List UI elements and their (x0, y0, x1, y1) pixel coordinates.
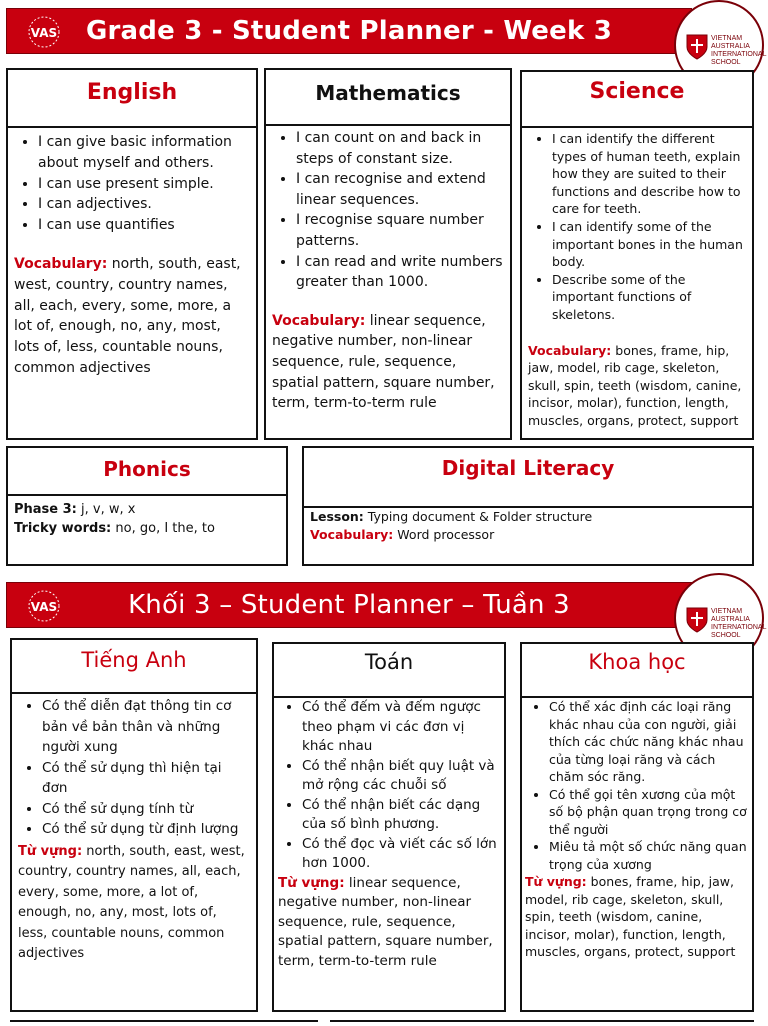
phonics-phase (14, 500, 280, 519)
vocabulary-label: Vocabulary: (528, 342, 612, 358)
science-heading: Science (522, 72, 752, 128)
school-name: VIETNAM AUSTRALIA INTERNATIONAL SCHOOL (711, 608, 767, 639)
mathematics-box (264, 68, 512, 440)
science-objectives (528, 130, 746, 324)
phonics-heading: Phonics (8, 448, 286, 496)
digital-literacy-heading: Digital Literacy (304, 448, 752, 508)
objective-item: • Có thể sử dụng tính từ (42, 799, 250, 820)
page-title-vietnamese: Khối 3 – Student Planner – Tuần 3 (128, 590, 570, 620)
objective-item: • Có thể đếm và đếm ngược theo phạm vi các đơn vị khác nhau (302, 698, 500, 757)
objective-item: • Miêu tả một số chức năng quan trọng của xương (549, 838, 749, 873)
next-section-border-left (10, 1020, 318, 1026)
mathematics-vocabulary (272, 311, 504, 414)
khoa-hoc-body (525, 698, 749, 961)
vocabulary-text: bones, frame, hip, jaw, model, rib cage, skeleton, skull, spin, teeth (wisdom, canine, incisor, molar), function, length, muscles, organs, protect, support (528, 342, 742, 428)
english-heading: English (8, 70, 256, 128)
mathematics-objectives (272, 128, 504, 293)
objective-item: • Có thể nhận biết quy luật và mở rộng các chuỗi số (302, 757, 500, 796)
digital-literacy-body (310, 508, 746, 544)
objective-item: • I can identify some of the important bones in the human body. (552, 218, 746, 271)
objective-item: • I can recognise and extend linear sequences. (296, 169, 504, 210)
science-box (520, 70, 754, 440)
lesson-label: Lesson: (310, 509, 364, 524)
tieng-anh-vocabulary (18, 842, 250, 965)
objective-item: • I recognise square number patterns. (296, 210, 504, 251)
phonics-box (6, 446, 288, 566)
objective-item: • Có thể nhận biết các dạng của số bình phương. (302, 796, 500, 835)
objective-item: • Có thể diễn đạt thông tin cơ bản về bản thân và những người xung (42, 696, 250, 758)
mathematics-heading: Mathematics (266, 70, 510, 126)
vocabulary-text: north, south, east, west, country, country names, all, each, every, some, more, a lot of, enough, no, any, most, lots of, less, countable nouns, common adjectives (14, 255, 241, 376)
tieng-anh-body (18, 696, 250, 965)
vocabulary-text: linear sequence, negative number, non-linear sequence, rule, sequence, spatial pattern, square number, term, term-to-term rule (272, 312, 495, 412)
objective-item: • I can adjectives. (38, 194, 250, 215)
tieng-anh-heading: Tiếng Anh (12, 640, 256, 694)
phase-label: Phase 3: (14, 502, 77, 517)
next-section-border-right (330, 1020, 754, 1026)
school-name: VIETNAM AUSTRALIA INTERNATIONAL SCHOOL (711, 35, 767, 66)
english-objectives (14, 132, 250, 236)
tricky-words-label: Tricky words: (14, 521, 112, 536)
objective-item: • Có thể xác định các loại răng khác nhau của con người, giải thích các chức năng khác nhau của từng loại răng và cách chăm sóc răng. (549, 698, 749, 786)
vocabulary-text: north, south, east, west, country, country names, all, each, every, some, more, a lot of, enough, no, any, most, lots of, less, countable nouns, common adjectives (18, 843, 245, 961)
vocabulary-text: linear sequence, negative number, non-linear sequence, rule, sequence, spatial pattern, square number, term, term-to-term rule (278, 874, 493, 969)
toan-objectives (278, 698, 500, 874)
khoa-hoc-box (520, 642, 754, 1012)
week-banner (6, 8, 692, 54)
vocabulary-label: Vocabulary: (272, 312, 366, 329)
phonics-body (14, 500, 280, 538)
digital-literacy-lesson (310, 508, 746, 526)
objective-item: • I can use quantifies (38, 215, 250, 236)
toan-heading: Toán (274, 644, 504, 698)
vocabulary-label: Từ vựng: (278, 874, 345, 891)
toan-vocabulary (278, 874, 500, 972)
toan-box (272, 642, 506, 1012)
school-crest-icon (685, 33, 709, 61)
lesson-value: Typing document & Folder structure (367, 509, 593, 524)
objective-item: • I can count on and back in steps of constant size. (296, 128, 504, 169)
week-banner-vietnamese (6, 582, 692, 628)
khoa-hoc-heading: Khoa học (522, 644, 752, 698)
science-vocabulary (528, 342, 746, 430)
vocabulary-label: Vocabulary: (310, 527, 394, 542)
objective-item: • I can read and write numbers greater than 1000. (296, 252, 504, 293)
english-vocabulary (14, 254, 250, 379)
science-body (528, 130, 746, 430)
vocabulary-label: Từ vựng: (18, 843, 83, 859)
objective-item: • I can use present simple. (38, 174, 250, 195)
objective-item: • I can give basic information about myself and others. (38, 132, 250, 174)
objective-item: • Có thể sử dụng thì hiện tại đơn (42, 758, 250, 799)
objective-item: • Có thể sử dụng từ định lượng (42, 819, 250, 840)
objective-item: • Describe some of the important functions of skeletons. (552, 271, 746, 324)
objective-item: • I can identify the different types of human teeth, explain how they are suited to their functions and describe how to care for teeth. (552, 130, 746, 218)
school-crest-icon (685, 606, 709, 634)
page-title: Grade 3 - Student Planner - Week 3 (85, 16, 613, 46)
english-box (6, 68, 258, 440)
vocabulary-label: Từ vựng: (525, 874, 587, 889)
phase-value: j, v, w, x (81, 502, 136, 517)
objective-item: • Có thể gọi tên xương của một số bộ phận quan trọng trong cơ thể người (549, 786, 749, 839)
vas-logo-text: VAS (30, 600, 58, 614)
vocabulary-text: Word processor (397, 527, 495, 542)
khoa-hoc-objectives (525, 698, 749, 873)
tricky-words-value: no, go, I the, to (115, 521, 215, 536)
digital-literacy-vocabulary (310, 526, 746, 544)
mathematics-body (272, 128, 504, 414)
tieng-anh-box (10, 638, 258, 1012)
tieng-anh-objectives (18, 696, 250, 840)
vocabulary-label: Vocabulary: (14, 255, 108, 272)
vas-logo-text: VAS (30, 26, 58, 40)
objective-item: • Có thể đọc và viết các số lớn hơn 1000. (302, 835, 500, 874)
toan-body (278, 698, 500, 971)
phonics-tricky-words (14, 519, 280, 538)
english-body (14, 132, 250, 379)
digital-literacy-box (302, 446, 754, 566)
vocabulary-text: bones, frame, hip, jaw, model, rib cage, skeleton, skull, spin, teeth (wisdom, canine, incisor, molar), function, length, muscles, organs, protect, support (525, 874, 736, 959)
khoa-hoc-vocabulary (525, 873, 749, 961)
